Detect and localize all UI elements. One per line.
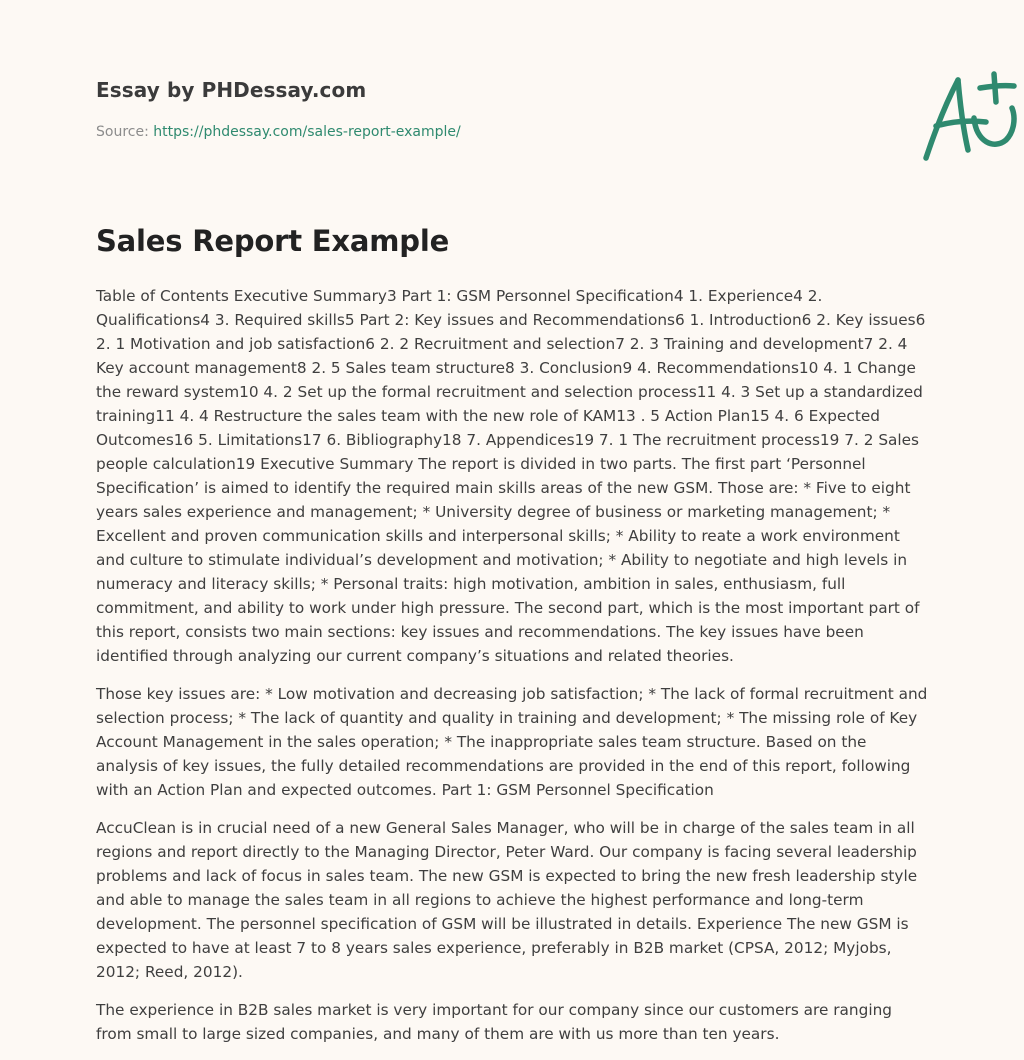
site-brand: Essay by PHDessay.com xyxy=(96,78,367,102)
paragraph: The experience in B2B sales market is very important for our company since our customers are ranging from small to large sized companies, and many of them are with us more than ten years. xyxy=(96,1001,892,1043)
document-title: Sales Report Example xyxy=(96,224,450,258)
paragraph: AccuClean is in crucial need of a new General Sales Manager, who will be in charge of the sales team in all regions and report directly to the Managing Director, Peter Ward. Our company is facing several leadership problems and lack of focus in sales team. The new GSM is expected to bring the new fresh leadership style and able to manage the sales team in all regions to achieve the highest performance and long-term development. The personnel specification of GSM will be illustrated in details. Experience The new GSM is expected to have at least 7 to 8 years sales experience, preferably in B2B market (CPSA, 2012; Myjobs, 2012; Reed, 2012). xyxy=(96,819,918,981)
a-plus-grade-icon xyxy=(916,68,1022,164)
source-line xyxy=(96,124,461,140)
paragraph: Those key issues are: * Low motivation and decreasing job satisfaction; * The lack of formal recruitment and selection process; * The lack of quantity and quality in training and development; * The missing role of Key Account Management in the sales operation; * The inappropriate sales team structure. Based on the analysis of key issues, the fully detailed recommendations are provided in the end of this report, following with an Action Plan and expected outcomes. Part 1: GSM Personnel Specification xyxy=(96,685,928,799)
source-link[interactable]: https://phdessay.com/sales-report-example/ xyxy=(153,124,461,140)
document-body xyxy=(96,284,930,1060)
source-label: Source: xyxy=(96,124,149,140)
paragraph: Table of Contents Executive Summary3 Part 1: GSM Personnel Specification4 1. Experience4 2. Qualifications4 3. Required skills5 Part 2: Key issues and Recommendations6 1. Introduction6 2. Key issues6 2. 1 Motivation and job satisfaction6 2. 2 Recruitment and selection7 2. 3 Training and development7 2. 4 Key account management8 2. 5 Sales team structure8 3. Conclusion9 4. Recommendations10 4. 1 Change the reward system10 4. 2 Set up the formal recruitment and selection process11 4. 3 Set up a standardized training11 4. 4 Restructure the sales team with the new role of KAM13 . 5 Action Plan15 4. 6 Expected Outcomes16 5. Limitations17 6. Bibliography18 7. Appendices19 7. 1 The recruitment process19 7. 2 Sales people calculation19 Executive Summary The report is divided in two parts. The first part ‘Personnel Specification’ is aimed to identify the required main skills areas of the new GSM. Those are: * Five to eight years sales experience and management; * University degree of business or marketing management; * Excellent and proven communication skills and interpersonal skills; * Ability to reate a work environment and culture to stimulate individual’s development and motivation; * Ability to negotiate and high levels in numeracy and literacy skills; * Personal traits: high motivation, ambition in sales, enthusiasm, full commitment, and ability to work under high pressure. The second part, which is the most important part of this report, consists two main sections: key issues and recommendations. The key issues have been identified through analyzing our current company’s situations and related theories. xyxy=(96,287,926,665)
